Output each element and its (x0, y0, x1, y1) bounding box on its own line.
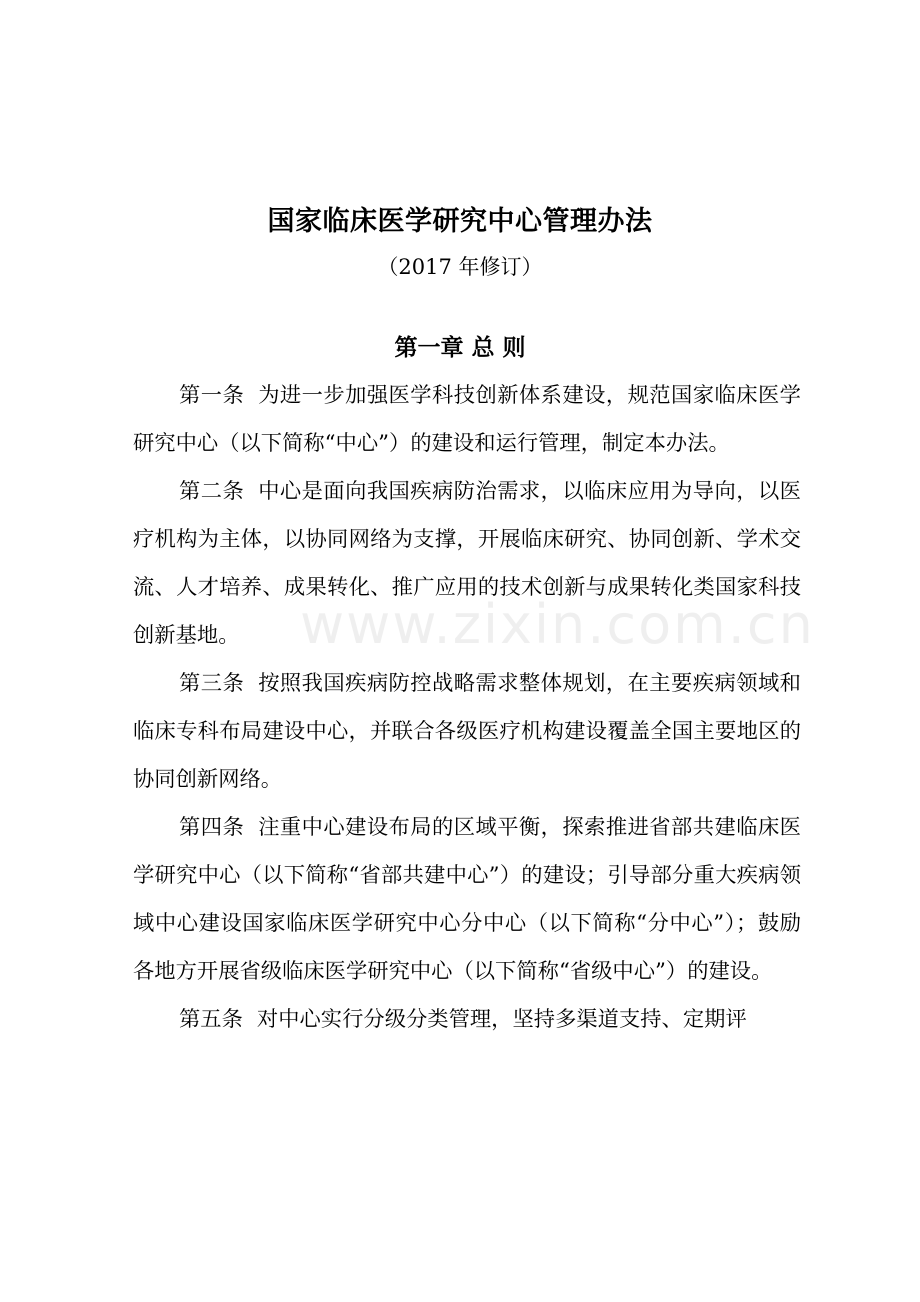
article-number: 第二条 (179, 479, 245, 504)
article-text: 对中心实行分级分类管理，坚持多渠道支持、定期评 (256, 1007, 747, 1032)
article-number: 第一条 (179, 383, 245, 408)
article-5 (133, 996, 801, 1044)
article-text: 为进一步加强医学科技创新体系建设，规范国家临床医学研究中心（以下简称“中心”）的建设和运行管理，制定本办法。 (133, 383, 801, 456)
document-title: 国家临床医学研究中心管理办法 (267, 206, 653, 237)
watermark: www.zixin.com.cn (300, 593, 815, 656)
document-subtitle: （2017 年修订） (377, 255, 543, 279)
article-1 (133, 372, 801, 468)
article-text: 注重中心建设布局的区域平衡，探索推进省部共建临床医学研究中心（以下简称“省部共建中心”）的建设；引导部分重大疾病领域中心建设国家临床医学研究中心分中心（以下简称“分中心”）；鼓励各地方开展省级临床医学研究中心（以下简称“省级中心”）的建设。 (133, 815, 801, 984)
article-number: 第四条 (179, 815, 245, 840)
article-number: 第五条 (179, 1007, 243, 1032)
chapter-heading: 第一章 总 则 (394, 335, 526, 361)
article-4 (133, 804, 801, 996)
article-2 (133, 468, 815, 660)
article-3 (133, 660, 801, 804)
article-text: 中心是面向我国疾病防治需求，以临床应用为导向，以医疗机构为主体，以协同网络为支撑，开展临床研究、协同创新、学术交流、人才培养、成果转化、推广应用的技术创新与成果转化类国家科技创新基地。 (133, 479, 801, 648)
article-text: 按照我国疾病防控战略需求整体规划，在主要疾病领域和临床专科布局建设中心，并联合各级医疗机构建设覆盖全国主要地区的协同创新网络。 (133, 671, 801, 792)
article-number: 第三条 (179, 671, 245, 696)
article-list (133, 372, 815, 1044)
